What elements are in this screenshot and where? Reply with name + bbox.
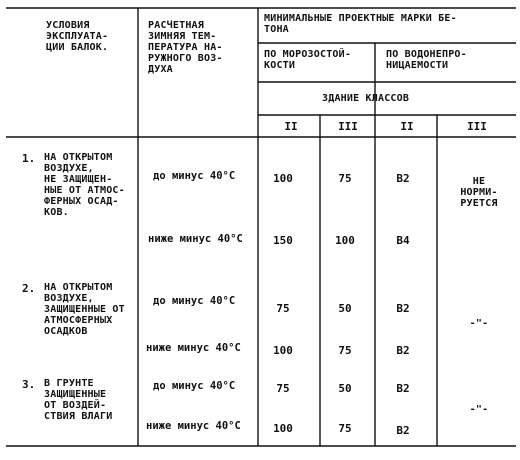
cell: 100 (273, 422, 293, 435)
cell: В2 (396, 344, 410, 357)
cell: В2 (396, 172, 410, 185)
row-temp-b: ниже минус 40°С (148, 233, 243, 245)
cell: 50 (338, 382, 352, 395)
cell: В2 (396, 382, 410, 395)
row-temp-a: до минус 40°С (153, 170, 236, 182)
cell: 75 (276, 382, 290, 395)
row-condition: НА ОТКРЫТОМ ВОЗДУХЕ, ЗАЩИЩЕННЫЕ ОТ АТМОСФЕРНЫХ ОСАДКОВ (44, 282, 125, 337)
class-label: II (400, 120, 414, 133)
row-temp-b: ниже минус 40°С (146, 342, 241, 354)
row-number: 2. (22, 282, 36, 295)
row-number: 3. (22, 378, 36, 391)
header-water: ПО ВОДОНЕПРО- НИЦАЕМОСТИ (386, 49, 467, 71)
class-label: III (467, 120, 487, 133)
cell: В2 (396, 424, 410, 437)
header-conditions: УСЛОВИЯ ЭКСПЛУАТА- ЦИИ БАЛОК. (46, 20, 109, 53)
header-temperature: РАСЧЕТНАЯ ЗИМНЯЯ ТЕМ- ПЕРАТУРА НА- РУЖНОГО ВОЗ- ДУХА (148, 20, 223, 75)
row-temp-b: ниже минус 40°С (146, 420, 241, 432)
header-min-grades: МИНИМАЛЬНЫЕ ПРОЕКТНЫЕ МАРКИ БЕ- ТОНА (264, 13, 457, 35)
cell: 100 (335, 234, 355, 247)
row-number: 1. (22, 152, 36, 165)
row-temp-a: до минус 40°С (153, 380, 236, 392)
cell: 75 (338, 344, 352, 357)
class-label: III (338, 120, 358, 133)
cell: В2 (396, 302, 410, 315)
row-note: НЕ НОРМИ- РУЕТСЯ (460, 176, 498, 209)
class-label: II (284, 120, 298, 133)
row-temp-a: до минус 40°С (153, 295, 236, 307)
cell: 150 (273, 234, 293, 247)
cell: 75 (338, 172, 352, 185)
row-condition: В ГРУНТЕ ЗАЩИЩЕННЫЕ ОТ ВОЗДЕЙ- СТВИЯ ВЛАГИ (44, 378, 113, 422)
row-note: -"- (469, 404, 489, 415)
row-note: -"- (469, 318, 489, 329)
header-frost: ПО МОРОЗОСТОЙ- КОСТИ (264, 49, 352, 71)
row-condition: НА ОТКРЫТОМ ВОЗДУХЕ, НЕ ЗАЩИЩЕН- НЫЕ ОТ АТМОС- ФЕРНЫХ ОСАД- КОВ. (44, 152, 125, 218)
cell: В4 (396, 234, 410, 247)
cell: 100 (273, 172, 293, 185)
cell: 75 (276, 302, 290, 315)
cell: 50 (338, 302, 352, 315)
cell: 100 (273, 344, 293, 357)
header-classes: ЗДАНИЕ КЛАССОВ (322, 93, 410, 104)
cell: 75 (338, 422, 352, 435)
